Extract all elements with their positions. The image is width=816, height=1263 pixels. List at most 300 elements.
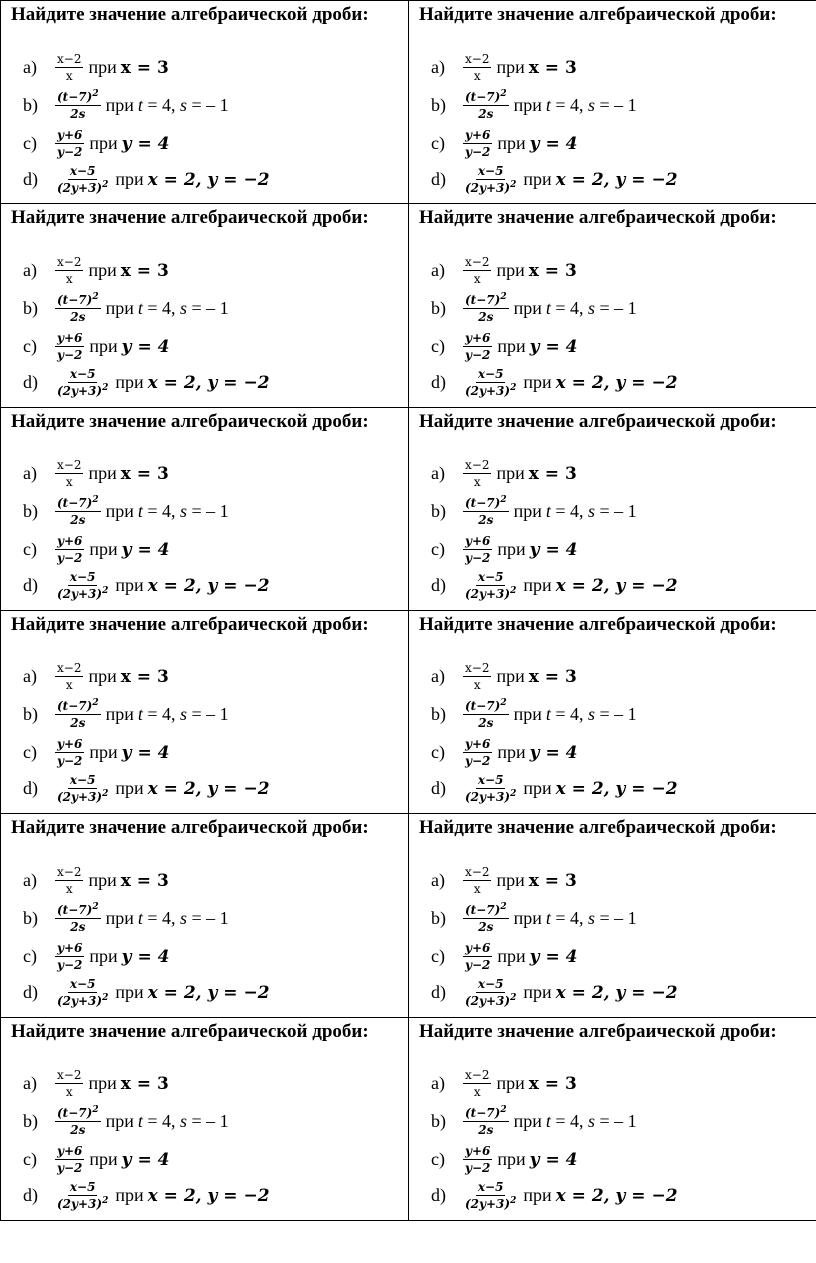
fraction — [463, 1106, 509, 1137]
denominator-power: 2 — [102, 789, 109, 800]
task-item-d — [23, 771, 270, 807]
condition-value: x = 2, y = −2 — [555, 1186, 678, 1207]
item-label: d) — [23, 1185, 38, 1206]
task-item-d — [431, 568, 678, 604]
denominator-power: 2 — [510, 586, 517, 597]
denominator-base: (2y+3) — [465, 1197, 511, 1212]
numerator-power: 2 — [500, 1105, 507, 1116]
variable-t-value: = 4, — [555, 704, 584, 725]
denominator-base: (2y+3) — [57, 383, 103, 398]
variable-s-value: = – 1 — [191, 94, 229, 115]
fraction-denominator: y−2 — [465, 551, 491, 566]
condition-value: x = 2, y = −2 — [147, 982, 270, 1003]
fraction-denominator: x — [65, 678, 73, 693]
item-label: d) — [431, 575, 446, 596]
fraction — [55, 1144, 84, 1175]
fraction-denominator: x — [473, 881, 481, 896]
fraction-numerator: x−2 — [57, 51, 82, 66]
fraction-denominator — [55, 1196, 110, 1211]
condition-word: при — [496, 666, 525, 687]
condition — [89, 539, 169, 560]
denominator-power: 2 — [510, 789, 517, 800]
fraction-denominator — [55, 383, 110, 398]
task-item-a — [23, 1066, 169, 1102]
fraction-numerator: x−2 — [465, 1068, 490, 1083]
condition-value: y = 4 — [529, 336, 578, 357]
condition-word: при — [105, 907, 134, 928]
denominator-base: (2y+3) — [465, 587, 511, 602]
fraction-numerator: y+6 — [465, 1144, 491, 1159]
fraction — [463, 1180, 518, 1211]
condition-value: x = 3 — [120, 260, 169, 281]
variable-s-value: = – 1 — [191, 501, 229, 522]
condition — [496, 463, 576, 484]
task-item-b — [23, 900, 229, 936]
fraction-numerator: y+6 — [465, 940, 491, 955]
variable-t-value: = 4, — [147, 704, 176, 725]
fraction-denominator — [463, 1196, 518, 1211]
item-label: b) — [23, 94, 38, 115]
variable-t: t — [137, 501, 143, 522]
fraction-denominator — [55, 180, 110, 195]
fraction — [55, 1068, 83, 1099]
task-item-c — [431, 328, 577, 364]
condition-value: x = 3 — [120, 57, 169, 78]
condition — [496, 666, 576, 687]
condition-value: y = 4 — [529, 133, 578, 154]
condition-value: x = 3 — [120, 667, 169, 688]
condition — [89, 1149, 169, 1170]
condition-word: при — [89, 945, 118, 966]
item-label: a) — [431, 1073, 445, 1094]
task-card — [409, 1, 816, 204]
item-label: c) — [431, 945, 445, 966]
fraction — [463, 128, 492, 159]
condition-word: при — [496, 259, 525, 280]
item-label: d) — [23, 575, 38, 596]
fraction-denominator: y−2 — [57, 754, 83, 769]
task-card — [1, 204, 409, 407]
fraction-denominator — [55, 586, 110, 601]
fraction-numerator: x−2 — [465, 51, 490, 66]
task-title: Найдите значение алгебраической дроби: — [419, 207, 777, 229]
task-item-d — [23, 974, 270, 1010]
fraction — [463, 90, 509, 121]
denominator-base: (2y+3) — [57, 790, 103, 805]
task-title: Найдите значение алгебраической дроби: — [419, 817, 777, 839]
fraction-denominator: 2s — [478, 106, 494, 121]
fraction-numerator: x−5 — [477, 366, 504, 381]
task-item-c — [23, 735, 169, 771]
variable-s-value: = – 1 — [599, 907, 637, 928]
item-label: c) — [23, 742, 37, 763]
item-label: b) — [431, 1111, 446, 1132]
numerator-base: (t−7) — [57, 89, 93, 104]
condition-word: при — [497, 945, 526, 966]
condition — [106, 704, 229, 725]
numerator-power: 2 — [92, 495, 99, 506]
fraction — [463, 661, 491, 692]
variable-t-value: = 4, — [147, 1111, 176, 1132]
fraction-denominator: 2s — [70, 716, 86, 731]
numerator-base: (t−7) — [57, 1106, 93, 1121]
item-label: b) — [23, 501, 38, 522]
fraction — [463, 164, 518, 195]
task-item-d — [431, 161, 678, 197]
task-title: Найдите значение алгебраической дроби: — [419, 613, 777, 635]
task-item-c — [431, 938, 577, 974]
task-title: Найдите значение алгебраической дроби: — [11, 1020, 369, 1042]
item-label: a) — [23, 259, 37, 280]
numerator-base: (t−7) — [465, 902, 501, 917]
fraction-denominator: x — [65, 475, 73, 490]
item-label: a) — [23, 869, 37, 890]
task-title: Найдите значение алгебраической дроби: — [419, 4, 777, 25]
condition-value: x = 2, y = −2 — [555, 576, 678, 597]
denominator-base: (2y+3) — [465, 180, 511, 195]
item-label: a) — [431, 259, 445, 280]
variable-s-value: = – 1 — [599, 704, 637, 725]
condition — [88, 463, 168, 484]
condition-word: при — [89, 132, 118, 153]
fraction-numerator: y+6 — [57, 330, 83, 345]
condition-word: при — [115, 1185, 144, 1206]
fraction-numerator: y+6 — [57, 940, 83, 955]
task-item-c — [23, 328, 169, 364]
item-label: d) — [23, 981, 38, 1002]
fraction-denominator: 2s — [478, 919, 494, 934]
fraction-denominator: y−2 — [57, 1161, 83, 1176]
variable-t-value: = 4, — [555, 297, 584, 318]
fraction-numerator: x−5 — [69, 163, 96, 178]
fraction — [463, 737, 492, 768]
item-label: a) — [431, 463, 445, 484]
fraction — [55, 90, 101, 121]
task-item-b — [23, 1104, 229, 1140]
item-label: b) — [431, 704, 446, 725]
numerator-base: (t−7) — [465, 89, 501, 104]
fraction-numerator: x−5 — [69, 773, 96, 788]
condition — [496, 870, 576, 891]
task-card — [409, 814, 816, 1017]
task-item-a — [23, 252, 169, 288]
fraction — [463, 255, 491, 286]
fraction-numerator — [55, 90, 101, 106]
condition — [514, 298, 637, 319]
fraction-numerator: x−5 — [69, 570, 96, 585]
condition — [497, 946, 577, 967]
fraction — [463, 903, 509, 934]
fraction — [55, 52, 83, 83]
fraction-numerator: x−5 — [69, 976, 96, 991]
denominator-power: 2 — [102, 992, 109, 1003]
fraction — [463, 865, 491, 896]
condition — [89, 133, 169, 154]
variable-s: s — [588, 704, 596, 725]
condition — [496, 1073, 576, 1094]
numerator-base: (t−7) — [57, 699, 93, 714]
fraction-numerator: y+6 — [465, 534, 491, 549]
denominator-power: 2 — [102, 1196, 109, 1207]
fraction-numerator — [55, 699, 101, 715]
numerator-power: 2 — [92, 88, 99, 99]
variable-s: s — [588, 94, 596, 115]
condition-word: при — [513, 704, 542, 725]
fraction — [463, 331, 492, 362]
fraction-numerator: x−5 — [477, 773, 504, 788]
task-card — [1, 1, 409, 204]
fraction-numerator: x−2 — [57, 1068, 82, 1083]
condition-word: при — [497, 1149, 526, 1170]
item-label: c) — [23, 132, 37, 153]
task-item-a — [431, 659, 577, 695]
fraction-denominator: x — [65, 271, 73, 286]
fraction-numerator: x−2 — [465, 661, 490, 676]
condition — [497, 133, 577, 154]
fraction-numerator: x−5 — [69, 366, 96, 381]
item-label: d) — [431, 371, 446, 392]
fraction — [55, 773, 110, 804]
condition-word: при — [497, 539, 526, 560]
task-item-d — [431, 771, 678, 807]
item-label: a) — [431, 666, 445, 687]
condition-word: при — [513, 94, 542, 115]
fraction-denominator: x — [473, 68, 481, 83]
fraction-numerator — [55, 903, 101, 919]
task-title: Найдите значение алгебраической дроби: — [419, 410, 777, 432]
condition-word: при — [105, 94, 134, 115]
condition-word: при — [115, 981, 144, 1002]
item-label: d) — [431, 981, 446, 1002]
task-item-c — [431, 1142, 577, 1178]
fraction-numerator: x−2 — [465, 864, 490, 879]
condition-word: при — [88, 666, 117, 687]
denominator-power: 2 — [102, 179, 109, 190]
fraction-denominator — [463, 180, 518, 195]
variable-t: t — [545, 297, 551, 318]
condition-word: при — [523, 168, 552, 189]
item-label: d) — [431, 1185, 446, 1206]
condition-word: при — [115, 168, 144, 189]
fraction — [463, 699, 509, 730]
fraction-numerator: x−2 — [57, 661, 82, 676]
condition — [523, 982, 677, 1003]
task-item-a — [431, 456, 577, 492]
task-item-c — [431, 735, 577, 771]
condition — [89, 946, 169, 967]
condition-value: y = 4 — [121, 540, 170, 561]
fraction-denominator: y−2 — [57, 144, 83, 159]
variable-s: s — [180, 501, 188, 522]
variable-t-value: = 4, — [555, 94, 584, 115]
condition-word: при — [513, 297, 542, 318]
fraction-numerator — [463, 903, 509, 919]
numerator-power: 2 — [500, 88, 507, 99]
variable-s-value: = – 1 — [599, 94, 637, 115]
numerator-power: 2 — [500, 901, 507, 912]
fraction — [463, 977, 518, 1008]
variable-s-value: = – 1 — [599, 1111, 637, 1132]
condition — [115, 778, 269, 799]
fraction-numerator: y+6 — [57, 127, 83, 142]
task-item-a — [431, 49, 577, 85]
task-item-a — [431, 862, 577, 898]
task-item-a — [23, 456, 169, 492]
condition-word: при — [105, 297, 134, 318]
item-label: a) — [23, 1073, 37, 1094]
denominator-power: 2 — [102, 586, 109, 597]
denominator-power: 2 — [510, 179, 517, 190]
variable-t: t — [545, 907, 551, 928]
fraction-denominator: 2s — [478, 309, 494, 324]
fraction-denominator: 2s — [478, 1123, 494, 1138]
denominator-base: (2y+3) — [465, 383, 511, 398]
task-item-d — [23, 364, 270, 400]
variable-s-value: = – 1 — [191, 297, 229, 318]
fraction-numerator: y+6 — [465, 737, 491, 752]
fraction-numerator: x−2 — [57, 254, 82, 269]
condition — [523, 778, 677, 799]
fraction — [463, 941, 492, 972]
condition-word: при — [89, 1149, 118, 1170]
item-label: b) — [23, 1111, 38, 1132]
condition-word: при — [523, 371, 552, 392]
task-item-c — [23, 1142, 169, 1178]
variable-t: t — [137, 94, 143, 115]
item-label: b) — [23, 907, 38, 928]
task-card — [409, 204, 816, 407]
condition-word: при — [105, 704, 134, 725]
condition — [514, 95, 637, 116]
task-item-b — [23, 494, 229, 530]
fraction — [463, 52, 491, 83]
condition-value: x = 2, y = −2 — [147, 1186, 270, 1207]
fraction-numerator — [463, 496, 509, 512]
task-item-b — [431, 290, 637, 326]
condition-word: при — [523, 778, 552, 799]
fraction-numerator — [463, 90, 509, 106]
condition — [89, 742, 169, 763]
fraction — [55, 128, 84, 159]
condition-value: x = 3 — [120, 870, 169, 891]
task-item-a — [431, 252, 577, 288]
condition-value: y = 4 — [121, 946, 170, 967]
fraction-numerator: x−2 — [57, 864, 82, 879]
condition-value: x = 3 — [528, 464, 577, 485]
variable-s: s — [588, 297, 596, 318]
variable-t-value: = 4, — [555, 501, 584, 522]
condition — [88, 666, 168, 687]
condition — [115, 372, 269, 393]
task-card — [1, 1018, 409, 1221]
fraction-numerator: y+6 — [57, 1144, 83, 1159]
task-item-b — [431, 900, 637, 936]
task-item-c — [23, 532, 169, 568]
condition-value: x = 2, y = −2 — [147, 372, 270, 393]
task-item-b — [431, 697, 637, 733]
condition — [106, 1111, 229, 1132]
item-label: b) — [431, 907, 446, 928]
variable-s: s — [588, 907, 596, 928]
fraction — [463, 570, 518, 601]
fraction — [55, 367, 110, 398]
task-item-b — [23, 87, 229, 123]
item-label: c) — [431, 335, 445, 356]
condition-value: x = 2, y = −2 — [555, 982, 678, 1003]
fraction-numerator: x−2 — [57, 458, 82, 473]
fraction-denominator: y−2 — [57, 347, 83, 362]
condition-value: y = 4 — [121, 1150, 170, 1171]
item-label: c) — [431, 132, 445, 153]
item-label: d) — [431, 168, 446, 189]
item-label: b) — [431, 94, 446, 115]
condition-word: при — [513, 1111, 542, 1132]
condition-value: y = 4 — [121, 336, 170, 357]
condition-word: при — [496, 463, 525, 484]
fraction-numerator: y+6 — [465, 127, 491, 142]
condition — [523, 372, 677, 393]
task-title: Найдите значение алгебраической дроби: — [419, 1020, 777, 1042]
task-item-b — [23, 697, 229, 733]
condition-value: x = 2, y = −2 — [147, 169, 270, 190]
task-item-b — [431, 494, 637, 530]
task-title: Найдите значение алгебраической дроби: — [11, 410, 369, 432]
fraction-denominator: 2s — [70, 309, 86, 324]
item-label: a) — [23, 666, 37, 687]
numerator-power: 2 — [500, 495, 507, 506]
fraction — [463, 1144, 492, 1175]
fraction — [55, 534, 84, 565]
fraction-denominator: x — [65, 881, 73, 896]
denominator-power: 2 — [510, 1196, 517, 1207]
task-card — [1, 408, 409, 611]
task-item-b — [431, 1104, 637, 1140]
fraction-numerator: x−5 — [69, 1180, 96, 1195]
condition — [514, 908, 637, 929]
fraction-denominator: y−2 — [57, 551, 83, 566]
condition — [115, 169, 269, 190]
condition — [106, 908, 229, 929]
condition-word: при — [115, 575, 144, 596]
fraction-denominator — [463, 993, 518, 1008]
condition-word: при — [496, 869, 525, 890]
fraction-denominator: y−2 — [465, 1161, 491, 1176]
fraction-denominator: x — [473, 475, 481, 490]
condition — [514, 501, 637, 522]
condition — [115, 575, 269, 596]
fraction-numerator — [55, 293, 101, 309]
task-item-d — [431, 1178, 678, 1214]
task-item-c — [23, 938, 169, 974]
condition-word: при — [513, 907, 542, 928]
variable-t-value: = 4, — [147, 501, 176, 522]
numerator-power: 2 — [500, 291, 507, 302]
fraction — [463, 773, 518, 804]
fraction-numerator — [463, 699, 509, 715]
variable-t: t — [545, 94, 551, 115]
variable-t: t — [137, 704, 143, 725]
task-item-c — [431, 532, 577, 568]
fraction-numerator — [55, 496, 101, 512]
condition — [106, 501, 229, 522]
variable-s: s — [180, 94, 188, 115]
fraction-numerator: x−2 — [465, 254, 490, 269]
condition-value: y = 4 — [529, 1150, 578, 1171]
item-label: d) — [23, 168, 38, 189]
numerator-power: 2 — [92, 901, 99, 912]
task-item-d — [431, 974, 678, 1010]
variable-s: s — [180, 1111, 188, 1132]
